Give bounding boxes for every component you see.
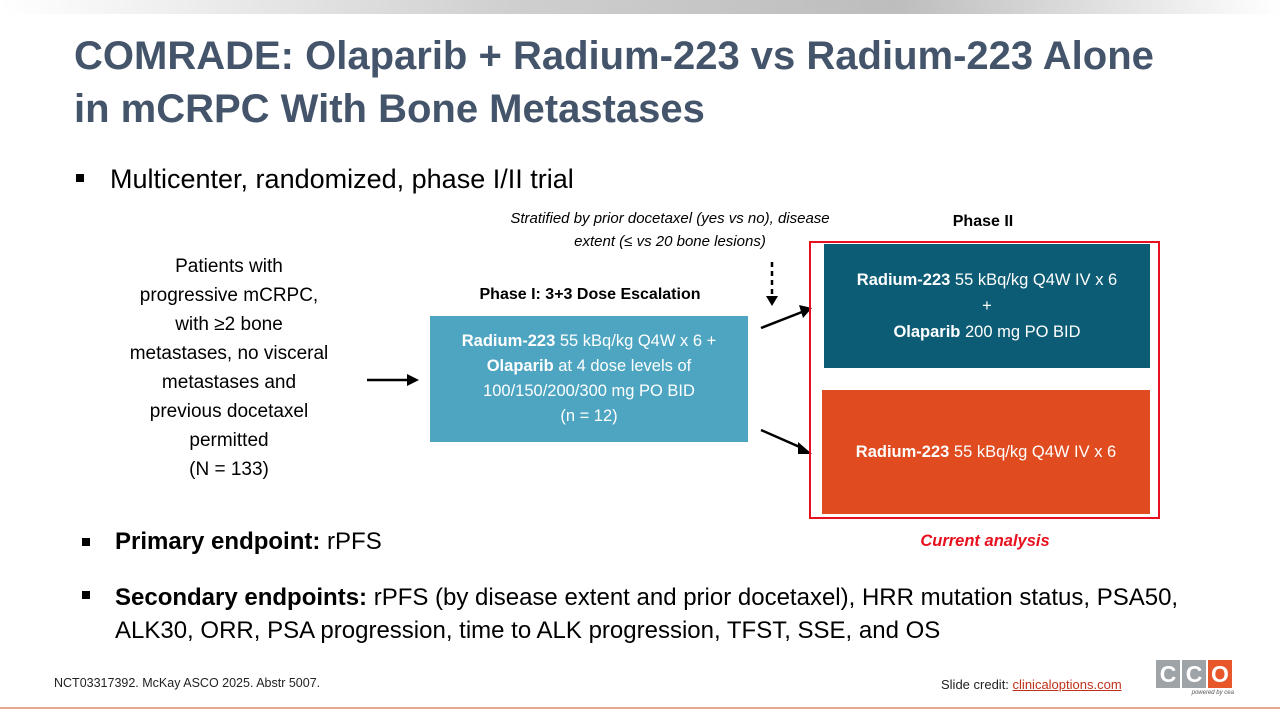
phase1-dose1: 55 kBq/kg Q4W x 6 + xyxy=(555,332,717,350)
bullet-marker xyxy=(82,591,90,599)
patients-line: previous docetaxel xyxy=(149,401,309,422)
secondary-endpoints-value: rPFS (by disease extent and prior docetaxel), HRR mutation status, PSA50, ALK30, ORR, PSA progression, time to ALK progression, TFST, SSE, and OS xyxy=(115,584,1179,644)
logo-letter: O xyxy=(1208,660,1232,688)
arm-monotherapy-box xyxy=(822,390,1150,514)
arm1-dose2: 200 mg PO BID xyxy=(960,323,1081,341)
patients-line: Patients with xyxy=(175,256,283,277)
phase1-box xyxy=(430,316,748,442)
enrollment-arrow xyxy=(367,372,421,388)
bottom-rule xyxy=(0,707,1280,709)
bullet-marker xyxy=(82,538,90,546)
arm1-drug2: Olaparib xyxy=(893,323,961,341)
arm2-dose1: 55 kBq/kg Q4W IV x 6 xyxy=(949,443,1117,461)
cco-logo xyxy=(1156,660,1234,696)
bullet-marker xyxy=(76,174,84,182)
primary-endpoint-value: rPFS xyxy=(320,528,382,555)
credit-label: Slide credit: xyxy=(941,677,1013,692)
patients-line: metastases, no visceral xyxy=(129,343,329,364)
phase1-dose2: at 4 dose levels of xyxy=(553,357,692,375)
slide-title: COMRADE: Olaparib + Radium-223 vs Radium-223 Alone in mCRPC With Bone Metastases xyxy=(74,34,1154,131)
patients-line: with ≥2 bone xyxy=(175,314,283,335)
patients-line: permitted xyxy=(189,430,269,451)
secondary-endpoints-bullet xyxy=(115,581,1235,647)
stratification-note: Stratified by prior docetaxel (yes vs no), disease extent (≤ vs 20 bone lesions) xyxy=(510,210,830,250)
logo-tagline: powered by cea xyxy=(1191,690,1234,696)
phase1-dose-levels: 100/150/200/300 mg PO BID xyxy=(483,382,695,400)
patients-line: (N = 133) xyxy=(189,459,269,480)
slide-credit xyxy=(941,677,1122,692)
current-analysis-label: Current analysis xyxy=(920,532,1050,550)
reference-footnote: NCT03317392. McKay ASCO 2025. Abstr 5007. xyxy=(54,676,321,690)
credit-link[interactable]: clinicaloptions.com xyxy=(1012,677,1122,692)
secondary-endpoints-label: Secondary endpoints: xyxy=(115,584,368,611)
arm-combination-box xyxy=(824,244,1150,368)
primary-endpoint-bullet xyxy=(115,528,382,556)
patients-description xyxy=(108,252,350,484)
phase1-drug1: Radium-223 xyxy=(461,332,556,350)
arm1-drug1: Radium-223 xyxy=(856,271,951,289)
design-bullet: Multicenter, randomized, phase I/II trial xyxy=(110,164,574,194)
arm1-dose1: 55 kBq/kg Q4W IV x 6 xyxy=(950,271,1118,289)
arm1-plus: + xyxy=(982,297,992,315)
logo-letter: C xyxy=(1156,660,1180,688)
phase1-label: Phase I: 3+3 Dose Escalation xyxy=(479,286,701,303)
patients-line: progressive mCRPC, xyxy=(139,285,319,306)
phase1-drug2: Olaparib xyxy=(486,357,554,375)
phase1-n: (n = 12) xyxy=(560,407,618,425)
patients-line: metastases and xyxy=(161,372,297,393)
logo-letter: C xyxy=(1182,660,1206,688)
primary-endpoint-label: Primary endpoint: xyxy=(115,528,321,555)
arm2-drug1: Radium-223 xyxy=(855,443,950,461)
top-decorative-bar xyxy=(0,0,1280,14)
phase2-label: Phase II xyxy=(952,213,1014,230)
